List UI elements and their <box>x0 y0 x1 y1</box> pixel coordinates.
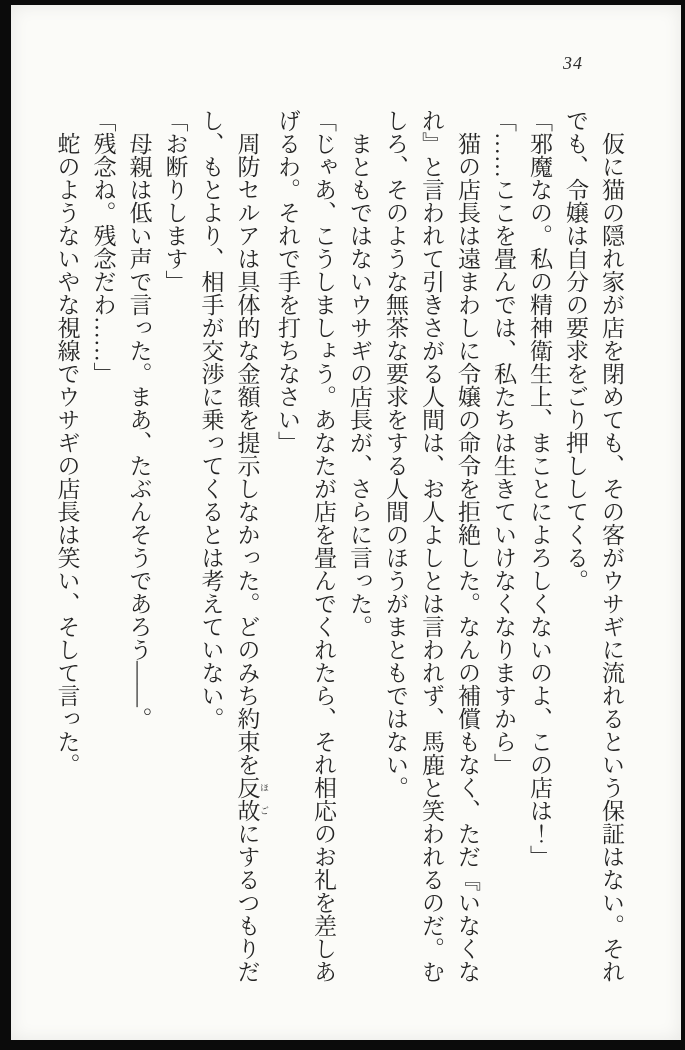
ruby-furigana-text: ほご <box>259 776 269 822</box>
paragraph-narration: 母親は低い声で言った。まあ、たぶんそうであろう――。 <box>126 132 152 730</box>
paragraph-narration: 蛇のようないやな視線でウサギの店長は笑い、そして言った。 <box>54 132 80 776</box>
paragraph-dialogue: 「じゃあ、こうしましょう。あなたが店を畳んでくれたら、それ相応のお礼を差しあげるわ。それで手を打ちなさい」 <box>275 109 336 983</box>
paragraph-narration: 仮に猫の隠れ家が店を閉めても、その客がウサギに流れるという保証はない。それでも、令嬢は自分の要求をごり押ししてくる。 <box>563 109 624 983</box>
paragraph-narration-with-ruby <box>193 109 270 985</box>
ruby-annotation <box>234 776 269 822</box>
paragraph-dialogue: 「邪魔なの。私の精神衛生上、まことによろしくないのよ、この店は！」 <box>527 109 552 868</box>
paragraph-dialogue: 「お断りします」 <box>162 109 188 293</box>
paragraph-dialogue: 「……ここを畳んでは、私たちは生きていけなくなりますから」 <box>491 109 516 776</box>
text-area <box>44 109 629 985</box>
page-number: 34 <box>563 53 583 73</box>
ruby-paragraph-post-text: にするつもりだし、もとより、相手が交渉に乗ってくるとは考えていない。 <box>198 109 260 983</box>
ruby-base-text: 反故 <box>234 776 260 822</box>
paragraph-narration: まともではないウサギの店長が、さらに言った。 <box>347 132 372 638</box>
paragraph-narration: 猫の店長は遠まわしに令嬢の命令を拒絶した。なんの補償もなく、ただ『いなくなれ』と言われて引きさがる人間は、お人よしとは言われず、馬鹿と笑われるのだ。むしろ、そのような無茶な要求をする人間のほうがまともではない。 <box>383 109 480 983</box>
paragraph-dialogue: 「残念ね。残念だわ……」 <box>90 109 116 385</box>
ruby-paragraph-pre-text: 周防セルアは具体的な金額を提示しなかった。どのみち約束を <box>234 132 260 776</box>
page-surface <box>11 5 681 1040</box>
